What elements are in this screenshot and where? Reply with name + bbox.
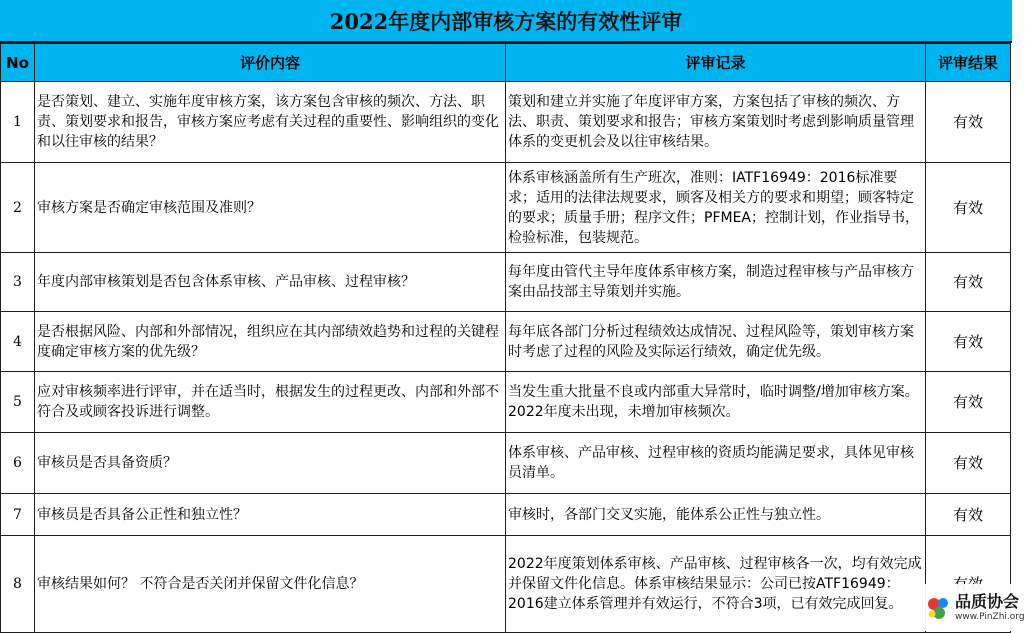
- header-record: 评审记录: [506, 44, 926, 82]
- watermark-url: www.PinZhi.org: [955, 611, 1025, 622]
- row-number: 6: [1, 433, 35, 494]
- sheet-title: 2022年度内部审核方案的有效性评审: [0, 0, 1012, 43]
- row-record: 每年底各部门分析过程绩效达成情况、过程风险等，策划审核方案时考虑了过程的风险及实际运行绩效，确定优先级。: [506, 312, 926, 372]
- row-content: 年度内部审核策划是否包含体系审核、产品审核、过程审核？: [35, 253, 506, 312]
- row-content: 是否根据风险、内部和外部情况，组织应在其内部绩效趋势和过程的关键程度确定审核方案的优先级？: [35, 312, 506, 372]
- row-number: 4: [1, 312, 35, 372]
- row-content: 审核员是否具备公正性和独立性？: [35, 494, 506, 536]
- table-row: [1, 163, 1011, 253]
- row-record: 每年度由管代主导年度体系审核方案，制造过程审核与产品审核方案由品技部主导策划并实施。: [506, 253, 926, 312]
- row-number: 1: [1, 82, 35, 163]
- row-result: 有效: [926, 163, 1011, 253]
- row-content: 审核员是否具备资质？: [35, 433, 506, 494]
- row-record: 2022年度策划体系审核、产品审核、过程审核各一次，均有效完成并保留文件化信息。体系审核结果显示：公司已按ATF16949：2016建立体系管理并有效运行，不符合3项，已有效完成回复。: [506, 536, 926, 633]
- row-record: 策划和建立并实施了年度评审方案，方案包括了审核的频次、方法、职责、策划要求和报告；审核方案策划时考虑到影响质量管理体系的变更机会及以往审核结果。: [506, 82, 926, 163]
- row-result: 有效: [926, 494, 1011, 536]
- row-number: 3: [1, 253, 35, 312]
- row-content: 审核方案是否确定审核范围及准则？: [35, 163, 506, 253]
- row-content: 应对审核频率进行评审，并在适当时，根据发生的过程更改、内部和外部不符合及或顾客投诉进行调整。: [35, 372, 506, 433]
- row-record: 体系审核涵盖所有生产班次，准则：IATF16949：2016标准要求；适用的法律法规要求，顾客及相关方的要求和期望；顾客特定的要求；质量手册；程序文件；PFMEA；控制计划，作业指导书，检验标准，包装规范。: [506, 163, 926, 253]
- row-result: 有效: [926, 372, 1011, 433]
- pinzhi-watermark: [922, 584, 1025, 631]
- watermark-name: 品质协会: [955, 591, 1020, 611]
- row-record: 体系审核、产品审核、过程审核的资质均能满足要求，具体见审核员清单。: [506, 433, 926, 494]
- row-number: 5: [1, 372, 35, 433]
- row-content: 是否策划、建立、实施年度审核方案，该方案包含审核的频次、方法、职责、策划要求和报告，审核方案应考虑有关过程的重要性、影响组织的变化和以往审核的结果？: [35, 82, 506, 163]
- table-row: [1, 312, 1011, 372]
- header-row: [1, 44, 1011, 82]
- row-result: 有效: [926, 312, 1011, 372]
- evaluation-table: [0, 43, 1011, 633]
- row-number: 2: [1, 163, 35, 253]
- table-row: [1, 536, 1011, 633]
- row-record: 审核时，各部门交叉实施，能体系公正性与独立性。: [506, 494, 926, 536]
- row-result: 有效: [926, 82, 1011, 163]
- table-row: [1, 494, 1011, 536]
- table-row: [1, 253, 1011, 312]
- row-number: 7: [1, 494, 35, 536]
- table-row: [1, 433, 1011, 494]
- header-result: 评审结果: [926, 44, 1011, 82]
- row-number: 8: [1, 536, 35, 633]
- row-result: 有效: [926, 433, 1011, 494]
- pinzhi-logo-icon: [924, 594, 952, 622]
- table-row: [1, 82, 1011, 163]
- row-result: 有效: [926, 253, 1011, 312]
- table-row: [1, 372, 1011, 433]
- row-record: 当发生重大批量不良或内部重大异常时，临时调整/增加审核方案。2022年度未出现，未增加审核频次。: [506, 372, 926, 433]
- row-content: 审核结果如何？ 不符合是否关闭并保留文件化信息？: [35, 536, 506, 633]
- header-no: No: [1, 44, 35, 82]
- header-content: 评价内容: [35, 44, 506, 82]
